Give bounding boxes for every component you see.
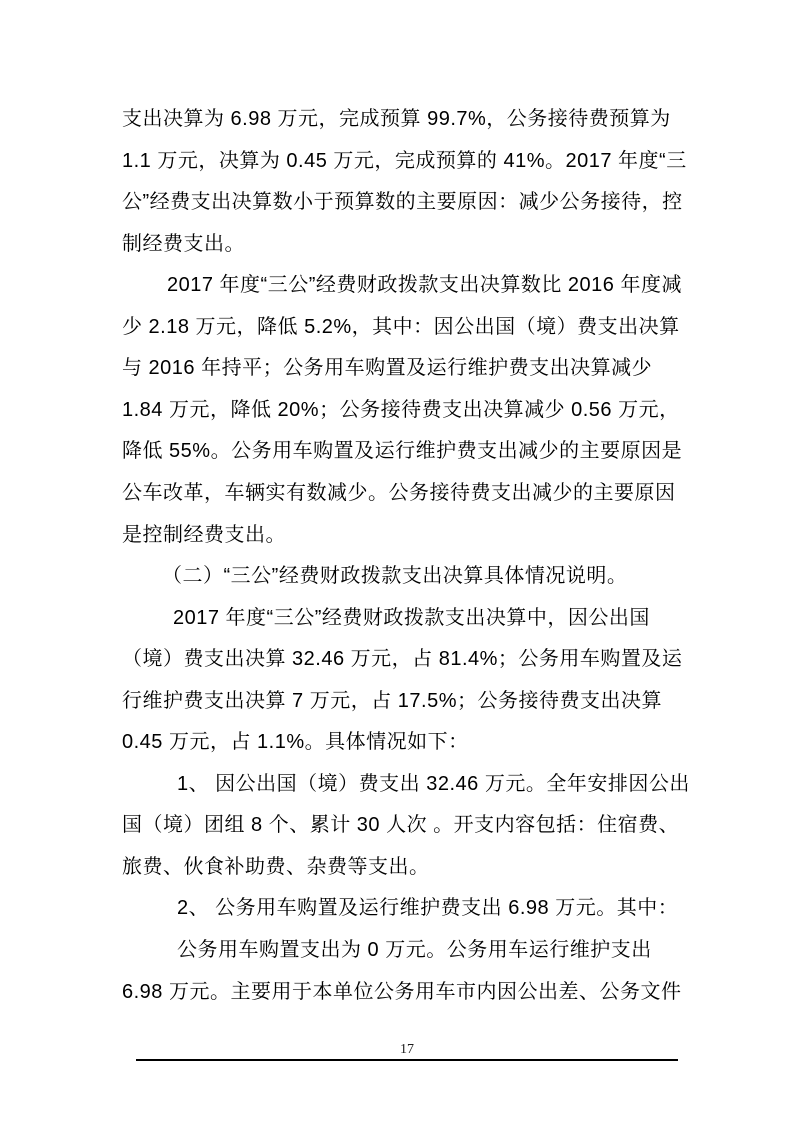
text-line: 2017 年度“三公”经费财政拨款支出决算数比 2016 年度减 [167, 274, 682, 296]
text-line: 0.45 万元，占 1.1%。具体情况如下： [122, 731, 469, 753]
text-line: 旅费、伙食补助费、杂费等支出。 [122, 856, 430, 878]
text-line: 2017 年度“三公”经费财政拨款支出决算中，因公出国 [173, 607, 650, 629]
text-line: 支出决算为 6.98 万元，完成预算 99.7%，公务接待费预算为 [122, 108, 671, 130]
text-line: 是控制经费支出。 [122, 524, 286, 546]
text-line: 少 2.18 万元，降低 5.2%，其中：因公出国（境）费支出决算 [122, 316, 680, 338]
text-line: 国（境）团组 8 个、累计 30 人次 。开支内容包括：住宿费、 [122, 814, 680, 836]
text-line: 降低 55%。公务用车购置及运行维护费支出减少的主要原因是 [122, 440, 683, 462]
text-line: 行维护费支出决算 7 万元，占 17.5%；公务接待费支出决算 [122, 690, 663, 712]
text-line: 1、 因公出国（境）费支出 32.46 万元。全年安排因公出 [177, 773, 690, 795]
text-line: 6.98 万元。主要用于本单位公务用车市内因公出差、公务文件 [122, 981, 682, 1003]
text-line: 1.84 万元，降低 20%；公务接待费支出决算减少 0.56 万元， [122, 399, 680, 421]
footer-divider [136, 1059, 678, 1061]
page-number: 17 [400, 1042, 414, 1057]
text-line: 制经费支出。 [122, 233, 245, 255]
text-line: 公车改革，车辆实有数减少。公务接待费支出减少的主要原因 [122, 482, 676, 504]
text-line: 1.1 万元，决算为 0.45 万元，完成预算的 41%。2017 年度“三 [122, 150, 687, 172]
text-line: （境）费支出决算 32.46 万元，占 81.4%；公务用车购置及运 [122, 648, 683, 670]
text-line: 公务用车购置支出为 0 万元。公务用车运行维护支出 [177, 939, 652, 961]
text-line: 公”经费支出决算数小于预算数的主要原因：减少公务接待，控 [122, 191, 683, 213]
text-line: 与 2016 年持平；公务用车购置及运行维护费支出决算减少 [122, 357, 653, 379]
text-line: 2、 公务用车购置及运行维护费支出 6.98 万元。其中： [177, 897, 679, 919]
text-line: （二）“三公”经费财政拨款支出决算具体情况说明。 [162, 565, 628, 587]
